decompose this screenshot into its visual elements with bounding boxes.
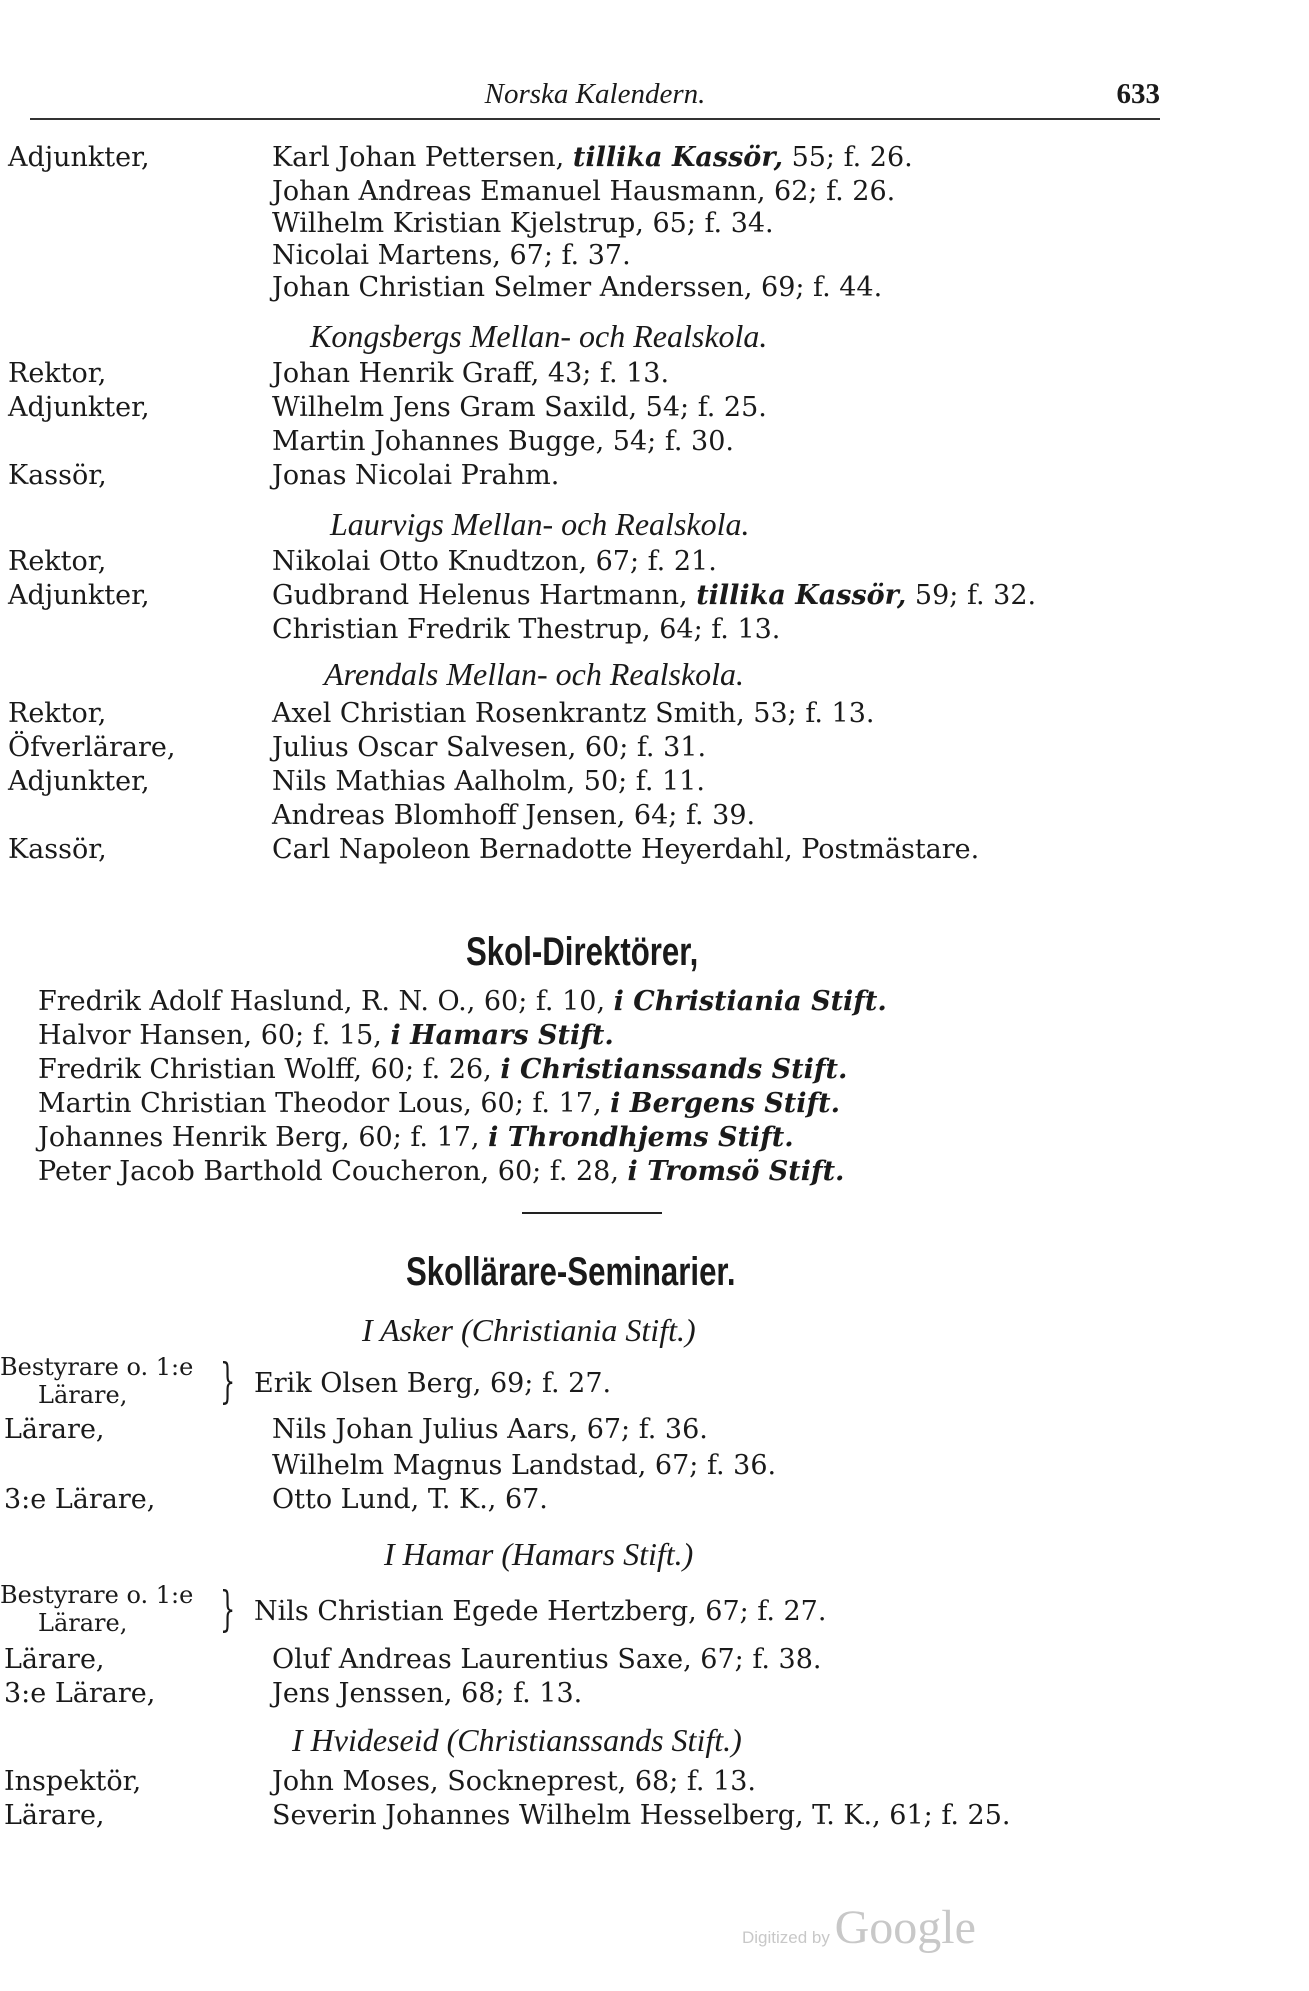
role-label: Rektor, — [8, 546, 107, 577]
role-label: Adjunkter, — [8, 580, 150, 611]
brace-glyph: } — [220, 1353, 236, 1409]
role-label-line1: Bestyrare o. 1:e — [0, 1581, 194, 1609]
director-entry: Martin Christian Theodor Lous, 60; f. 17, i Bergens Stift. — [38, 1088, 841, 1119]
staff-entry: Jonas Nicolai Prahm. — [272, 460, 560, 491]
role-label: Rektor, — [8, 698, 107, 729]
director-entry: Halvor Hansen, 60; f. 15, i Hamars Stift. — [38, 1020, 614, 1051]
role-label: Lärare, — [4, 1800, 105, 1831]
header-rule — [30, 118, 1160, 120]
staff-entry: Erik Olsen Berg, 69; f. 27. — [254, 1368, 612, 1399]
role-pair-label — [0, 1582, 260, 1642]
staff-entry: John Moses, Sockneprest, 68; f. 13. — [272, 1766, 757, 1797]
role-label: Adjunkter, — [8, 766, 150, 797]
staff-entry: Wilhelm Jens Gram Saxild, 54; f. 25. — [272, 392, 767, 423]
staff-entry: Martin Johannes Bugge, 54; f. 30. — [272, 426, 734, 457]
role-label-line1: Bestyrare o. 1:e — [0, 1353, 194, 1381]
role-label: Lärare, — [4, 1644, 105, 1675]
school-heading: Arendals Mellan- och Realskola. — [324, 656, 745, 692]
staff-entry: Gudbrand Helenus Hartmann, tillika Kassör, 59; f. 32. — [272, 580, 1037, 611]
staff-entry: Nicolai Martens, 67; f. 37. — [272, 240, 631, 271]
staff-entry: Julius Oscar Salvesen, 60; f. 31. — [272, 732, 707, 763]
brace-glyph: } — [220, 1581, 236, 1637]
staff-entry: Johan Henrik Graff, 43; f. 13. — [272, 358, 670, 389]
role-label-line2: Lärare, — [38, 1381, 128, 1409]
director-entry: Fredrik Adolf Haslund, R. N. O., 60; f. 10, i Christiania Stift. — [38, 986, 887, 1017]
role-label: Inspektör, — [4, 1766, 142, 1797]
role-label: Öfverlärare, — [8, 732, 176, 763]
role-label: Kassör, — [8, 834, 107, 865]
watermark-prefix: Digitized by — [742, 1928, 835, 1947]
section-divider — [522, 1212, 662, 1214]
staff-entry: Severin Johannes Wilhelm Hesselberg, T. K., 61; f. 25. — [272, 1800, 1011, 1831]
staff-entry: Johan Christian Selmer Anderssen, 69; f. 44. — [272, 272, 883, 303]
staff-entry: Christian Fredrik Thestrup, 64; f. 13. — [272, 614, 781, 645]
role-label-line2: Lärare, — [38, 1609, 128, 1637]
director-entry: Peter Jacob Barthold Coucheron, 60; f. 28, i Tromsö Stift. — [38, 1156, 845, 1187]
role-label: Adjunkter, — [8, 142, 150, 173]
seminary-heading: I Hvideseid (Christianssands Stift.) — [292, 1722, 742, 1758]
role-label: Kassör, — [8, 460, 107, 491]
staff-entry: Nils Mathias Aalholm, 50; f. 11. — [272, 766, 705, 797]
role-label: 3:e Lärare, — [4, 1484, 156, 1515]
staff-entry: Oluf Andreas Laurentius Saxe, 67; f. 38. — [272, 1644, 822, 1675]
running-title: Norska Kalendern. — [484, 78, 706, 110]
staff-entry: Carl Napoleon Bernadotte Heyerdahl, Postmästare. — [272, 834, 980, 865]
staff-entry: Jens Jenssen, 68; f. 13. — [272, 1678, 583, 1709]
role-label: Adjunkter, — [8, 392, 150, 423]
staff-entry: Karl Johan Pettersen, tillika Kassör, 55; f. 26. — [272, 142, 913, 173]
role-label: Rektor, — [8, 358, 107, 389]
staff-entry: Nils Christian Egede Hertzberg, 67; f. 27. — [254, 1596, 827, 1627]
director-entry: Fredrik Christian Wolff, 60; f. 26, i Christianssands Stift. — [38, 1054, 848, 1085]
section-heading: Skollärare-Seminarier. — [406, 1250, 736, 1294]
staff-entry: Johan Andreas Emanuel Hausmann, 62; f. 26. — [272, 176, 896, 207]
staff-entry: Axel Christian Rosenkrantz Smith, 53; f. 13. — [272, 698, 875, 729]
school-heading: Kongsbergs Mellan- och Realskola. — [310, 318, 768, 354]
role-label: 3:e Lärare, — [4, 1678, 156, 1709]
staff-entry: Otto Lund, T. K., 67. — [272, 1484, 548, 1515]
watermark-logo: Google — [834, 1901, 976, 1954]
director-entry: Johannes Henrik Berg, 60; f. 17, i Throndhjems Stift. — [38, 1122, 794, 1153]
role-pair-label — [0, 1354, 260, 1414]
staff-entry: Nils Johan Julius Aars, 67; f. 36. — [272, 1414, 708, 1445]
staff-entry: Wilhelm Magnus Landstad, 67; f. 36. — [272, 1450, 777, 1481]
seminary-heading: I Hamar (Hamars Stift.) — [384, 1536, 694, 1572]
digitized-watermark — [742, 1900, 976, 1955]
staff-entry: Andreas Blomhoff Jensen, 64; f. 39. — [272, 800, 756, 831]
staff-entry: Wilhelm Kristian Kjelstrup, 65; f. 34. — [272, 208, 774, 239]
role-label: Lärare, — [4, 1414, 105, 1445]
page-header — [30, 78, 1160, 122]
section-heading: Skol-Direktörer, — [466, 930, 699, 974]
staff-entry: Nikolai Otto Knudtzon, 67; f. 21. — [272, 546, 717, 577]
seminary-heading: I Asker (Christiania Stift.) — [362, 1312, 696, 1348]
page-number: 633 — [1116, 78, 1160, 110]
school-heading: Laurvigs Mellan- och Realskola. — [330, 506, 750, 542]
